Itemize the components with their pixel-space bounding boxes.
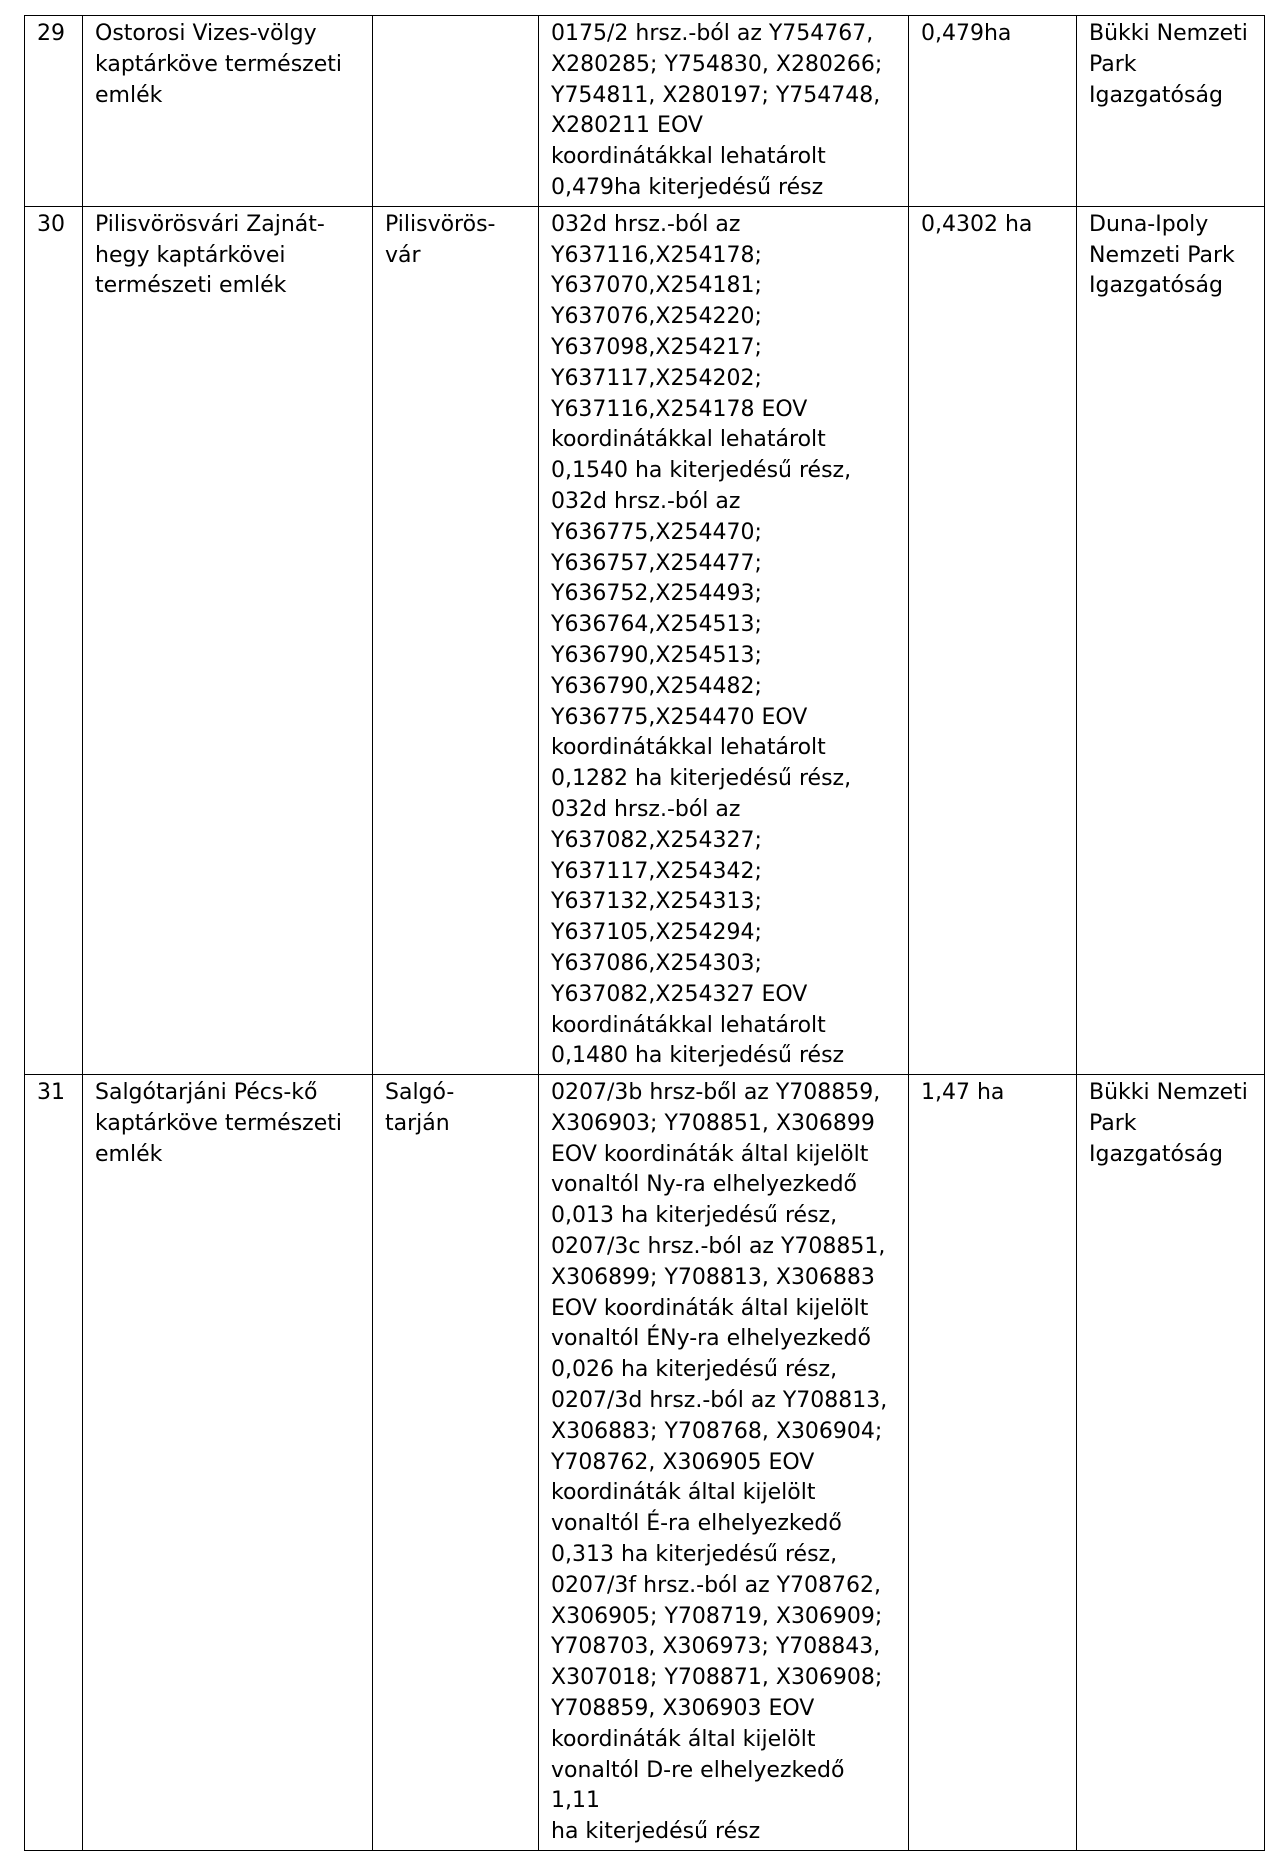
document-page	[24, 15, 1264, 1851]
row-number-cell: 31	[25, 1075, 83, 1851]
parcel-description-cell: 032d hrsz.-ból az Y637116,X254178; Y637070,X254181; Y637076,X254220; Y637098,X254217; Y637117,X254202; Y637116,X254178 EOV koordinátákkal lehatárolt 0,1540 ha kiterjedésű rész, 032d hrsz.-ból az Y636775,X254470; Y636757,X254477; Y636752,X254493; Y636764,X254513; Y636790,X254513; Y636790,X254482; Y636775,X254470 EOV koordinátákkal lehatárolt 0,1282 ha kiterjedésű rész, 032d hrsz.-ból az Y637082,X254327; Y637117,X254342; Y637132,X254313; Y637105,X254294; Y637086,X254303; Y637082,X254327 EOV koordinátákkal lehatárolt 0,1480 ha kiterjedésű rész	[539, 206, 909, 1074]
managing-authority-cell: Duna-Ipoly Nemzeti Park Igazgatóság	[1077, 206, 1265, 1074]
site-name-cell: Ostorosi Vizes-völgy kaptárköve természeti emlék	[83, 16, 373, 207]
site-name-cell: Salgótarjáni Pécs-kő kaptárköve természeti emlék	[83, 1075, 373, 1851]
managing-authority-cell: Bükki Nemzeti Park Igazgatóság	[1077, 16, 1265, 207]
table-row	[25, 16, 1265, 207]
protected-sites-table	[24, 15, 1265, 1851]
area-cell: 0,479ha	[909, 16, 1077, 207]
parcel-description-cell: 0207/3b hrsz-ből az Y708859, X306903; Y708851, X306899 EOV koordináták által kijelölt vonaltól Ny-ra elhelyezkedő 0,013 ha kiterjedésű rész, 0207/3c hrsz.-ból az Y708851, X306899; Y708813, X306883 EOV koordináták által kijelölt vonaltól ÉNy-ra elhelyezkedő 0,026 ha kiterjedésű rész, 0207/3d hrsz.-ból az Y708813, X306883; Y708768, X306904; Y708762, X306905 EOV koordináták által kijelölt vonaltól É-ra elhelyezkedő 0,313 ha kiterjedésű rész, 0207/3f hrsz.-ból az Y708762, X306905; Y708719, X306909; Y708703, X306973; Y708843, X307018; Y708871, X306908; Y708859, X306903 EOV koordináták által kijelölt vonaltól D-re elhelyezkedő 1,11 ha kiterjedésű rész	[539, 1075, 909, 1851]
area-cell: 1,47 ha	[909, 1075, 1077, 1851]
table-row	[25, 206, 1265, 1074]
area-cell: 0,4302 ha	[909, 206, 1077, 1074]
table-row	[25, 1075, 1265, 1851]
parcel-description-cell: 0175/2 hrsz.-ból az Y754767, X280285; Y754830, X280266; Y754811, X280197; Y754748, X280211 EOV koordinátákkal lehatárolt 0,479ha kiterjedésű rész	[539, 16, 909, 207]
settlement-cell	[373, 16, 539, 207]
row-number-cell: 30	[25, 206, 83, 1074]
settlement-cell: Salgó- tarján	[373, 1075, 539, 1851]
site-name-cell: Pilisvörösvári Zajnát- hegy kaptárkövei természeti emlék	[83, 206, 373, 1074]
row-number-cell: 29	[25, 16, 83, 207]
managing-authority-cell: Bükki Nemzeti Park Igazgatóság	[1077, 1075, 1265, 1851]
settlement-cell: Pilisvörös- vár	[373, 206, 539, 1074]
